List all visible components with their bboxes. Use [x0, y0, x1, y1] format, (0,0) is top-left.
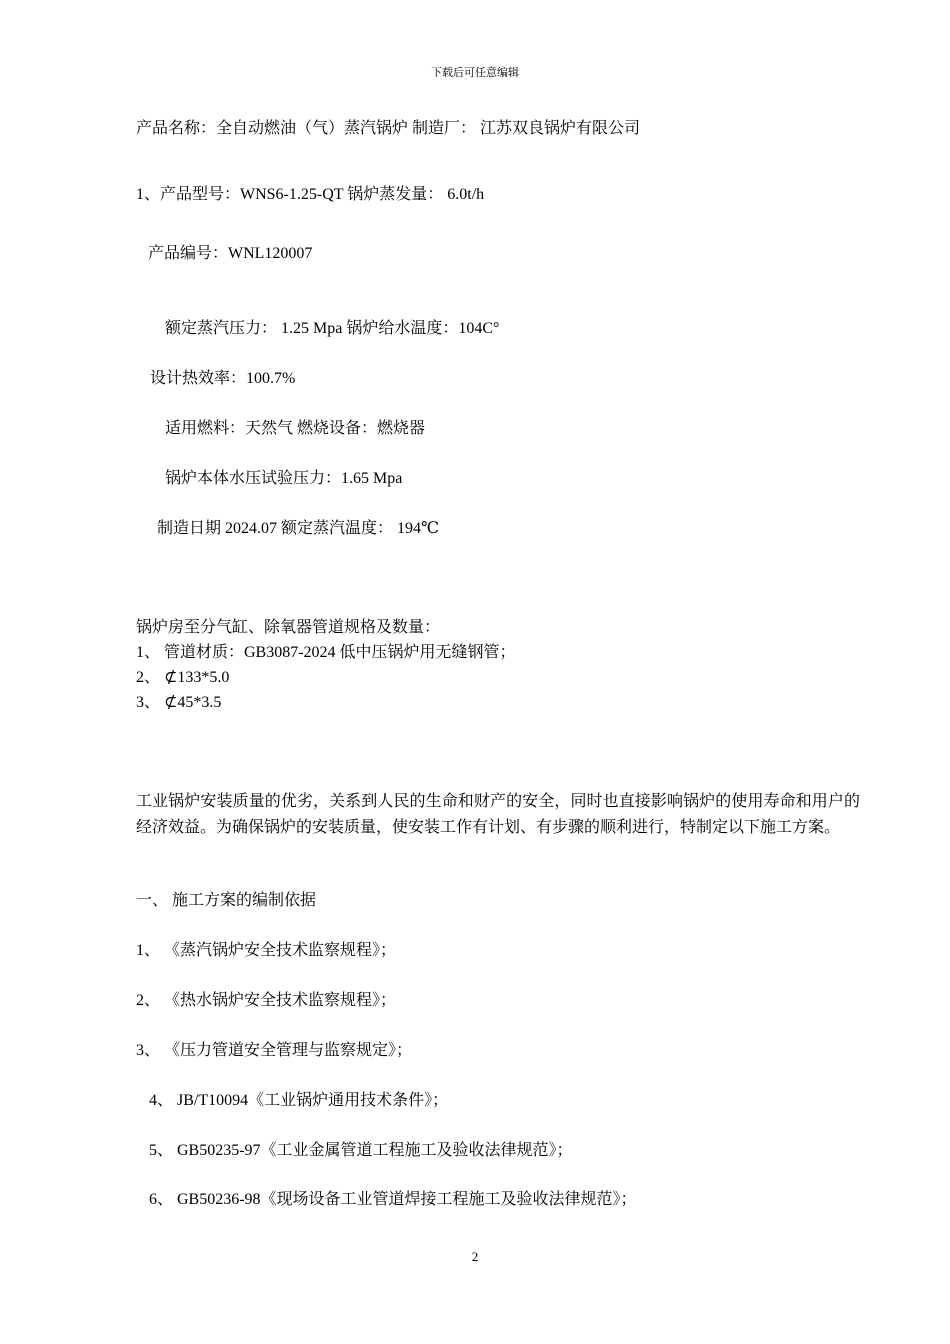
pipe-spec-title: 锅炉房至分气缸、除氧器管道规格及数量：: [136, 619, 441, 636]
intro-paragraph: 工业锅炉安装质量的优劣，关系到人民的生命和财产的安全，同时也直接影响锅炉的使用寿命和用户的经济效益。为确保锅炉的安装质量，使安装工作有计划、有步骤的顺利进行，特制定以下施工方案。: [136, 793, 860, 836]
reference-item: 6、 GB50236-98《现场设备工业管道焊接工程施工及验收法律规范》；: [149, 1191, 637, 1208]
reference-item: 4、 JB/T10094《工业锅炉通用技术条件》；: [149, 1092, 449, 1109]
rated-pressure-line: 额定蒸汽压力： 1.25 Mpa 锅炉给水温度：104C°: [165, 320, 500, 337]
pipe-spec-item: 1、 管道材质：GB3087-2024 低中压锅炉用无缝钢管；: [136, 644, 516, 661]
pipe-spec-item: 2、 ⊄133*5.0: [136, 669, 230, 686]
fuel-line: 适用燃料：天然气 燃烧设备：燃烧器: [165, 420, 426, 437]
manufacture-date-line: 制造日期 2024.07 额定蒸汽温度： 194℃: [157, 520, 439, 537]
product-serial-line: 产品编号：WNL120007: [148, 245, 313, 262]
design-efficiency-line: 设计热效率：100.7%: [150, 370, 296, 387]
test-pressure-line: 锅炉本体水压试验压力：1.65 Mpa: [165, 470, 403, 487]
section-title: 一、 施工方案的编制依据: [136, 892, 317, 909]
reference-item: 5、 GB50235-97《工业金属管道工程施工及验收法律规范》；: [149, 1142, 573, 1159]
product-model-line: 1、产品型号：WNS6-1.25-QT 锅炉蒸发量： 6.0t/h: [136, 186, 485, 203]
page-number: 2: [471, 1249, 479, 1264]
reference-item: 2、 《热水锅炉安全技术监察规程》；: [136, 992, 397, 1009]
page-header: 下载后可任意编辑: [431, 67, 519, 79]
reference-item: 1、 《蒸汽锅炉安全技术监察规程》；: [136, 942, 397, 959]
product-name-line: 产品名称：全自动燃油（气）蒸汽锅炉 制造厂： 江苏双良锅炉有限公司: [136, 120, 641, 137]
pipe-spec-item: 3、 ⊄45*3.5: [136, 694, 222, 711]
reference-item: 3、 《压力管道安全管理与监察规定》；: [136, 1042, 413, 1059]
